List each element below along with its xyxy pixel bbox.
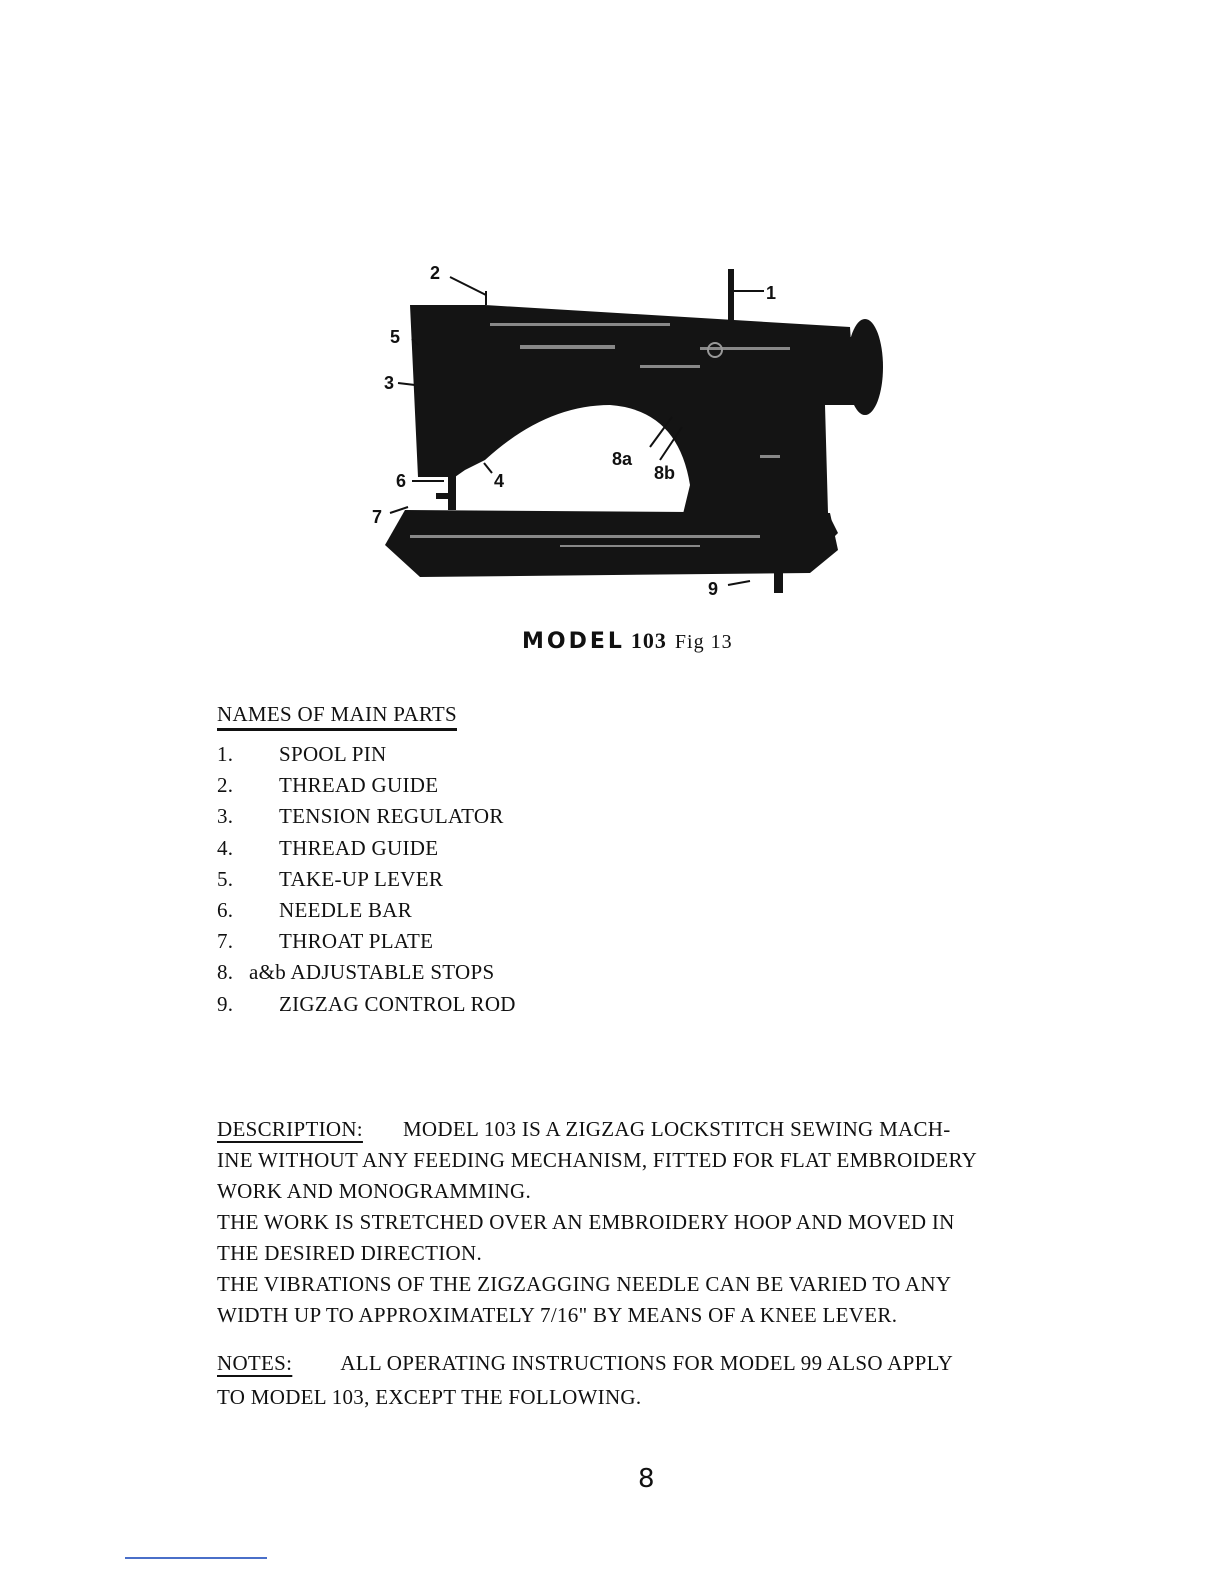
description-line-2: INE WITHOUT ANY FEEDING MECHANISM, FITTED FOR FLAT EMBROIDERY <box>217 1148 978 1172</box>
callout-9: 9 <box>708 579 719 599</box>
part-name: THREAD GUIDE <box>279 773 439 798</box>
part-name: ZIGZAG CONTROL ROD <box>279 991 516 1016</box>
description-line-4: THE WORK IS STRETCHED OVER AN EMBROIDERY HOOP AND MOVED IN <box>217 1210 955 1234</box>
figure-caption <box>522 628 733 654</box>
list-item <box>217 836 516 867</box>
list-item <box>217 960 516 991</box>
description-line-1 <box>217 1114 977 1145</box>
description-line-1-text: MODEL 103 IS A ZIGZAG LOCKSTITCH SEWING MACH- <box>402 1117 951 1141</box>
parts-list <box>217 742 516 1023</box>
list-item <box>217 804 516 835</box>
part-number: 2. <box>217 773 234 798</box>
list-item <box>217 992 516 1023</box>
part-number: 6. <box>217 897 234 922</box>
part-name: NEEDLE BAR <box>279 897 413 922</box>
description-line-3: WORK AND MONOGRAMMING. <box>217 1179 532 1203</box>
part-number: 3. <box>217 804 234 829</box>
part-number: 4. <box>217 835 234 860</box>
machine-silhouette <box>385 269 883 593</box>
callout-2: 2 <box>430 263 441 283</box>
part-number: 5. <box>217 866 234 891</box>
caption-model-number: 103 <box>630 628 667 653</box>
part-name: SPOOL PIN <box>279 742 387 766</box>
list-item <box>217 898 516 929</box>
callout-8b: 8b <box>654 463 676 483</box>
notes-line-2: TO MODEL 103, EXCEPT THE FOLLOWING. <box>217 1385 642 1409</box>
callout-3: 3 <box>384 373 395 393</box>
bottom-rule <box>125 1557 267 1559</box>
part-number: 1. <box>217 742 234 766</box>
parts-heading: NAMES OF MAIN PARTS <box>217 702 457 731</box>
caption-model: MODEL <box>522 629 625 654</box>
description-label: DESCRIPTION: <box>217 1117 363 1141</box>
callout-6: 6 <box>396 471 407 491</box>
part-number: 8. <box>217 960 234 985</box>
notes-line-1 <box>217 1346 953 1380</box>
page-number: 8 <box>638 1464 655 1494</box>
caption-fig: Fig 13 <box>674 631 733 653</box>
callout-8a: 8a <box>612 449 633 469</box>
part-name: a&b ADJUSTABLE STOPS <box>249 960 495 985</box>
sewing-machine-illustration <box>360 255 900 610</box>
description-paragraph <box>217 1114 977 1331</box>
list-item <box>217 742 516 773</box>
part-name: THREAD GUIDE <box>279 835 439 860</box>
description-line-7: WIDTH UP TO APPROXIMATELY 7/16" BY MEANS OF A KNEE LEVER. <box>217 1303 898 1327</box>
notes-label: NOTES: <box>217 1351 293 1375</box>
callout-5: 5 <box>390 327 401 347</box>
part-name: TAKE-UP LEVER <box>279 866 444 891</box>
part-name: TENSION REGULATOR <box>279 804 504 829</box>
part-number: 7. <box>217 929 234 954</box>
list-item <box>217 773 516 804</box>
callout-7: 7 <box>372 507 383 527</box>
description-line-5: THE DESIRED DIRECTION. <box>217 1241 482 1265</box>
callout-4: 4 <box>494 471 505 491</box>
part-number: 9. <box>217 991 234 1016</box>
description-line-6: THE VIBRATIONS OF THE ZIGZAGGING NEEDLE CAN BE VARIED TO ANY <box>217 1272 952 1296</box>
notes-line-1-text: ALL OPERATING INSTRUCTIONS FOR MODEL 99 ALSO APPLY <box>340 1351 954 1375</box>
list-item <box>217 867 516 898</box>
notes-paragraph <box>217 1346 953 1414</box>
list-item <box>217 929 516 960</box>
part-name: THROAT PLATE <box>279 929 434 954</box>
callout-1: 1 <box>766 283 777 303</box>
